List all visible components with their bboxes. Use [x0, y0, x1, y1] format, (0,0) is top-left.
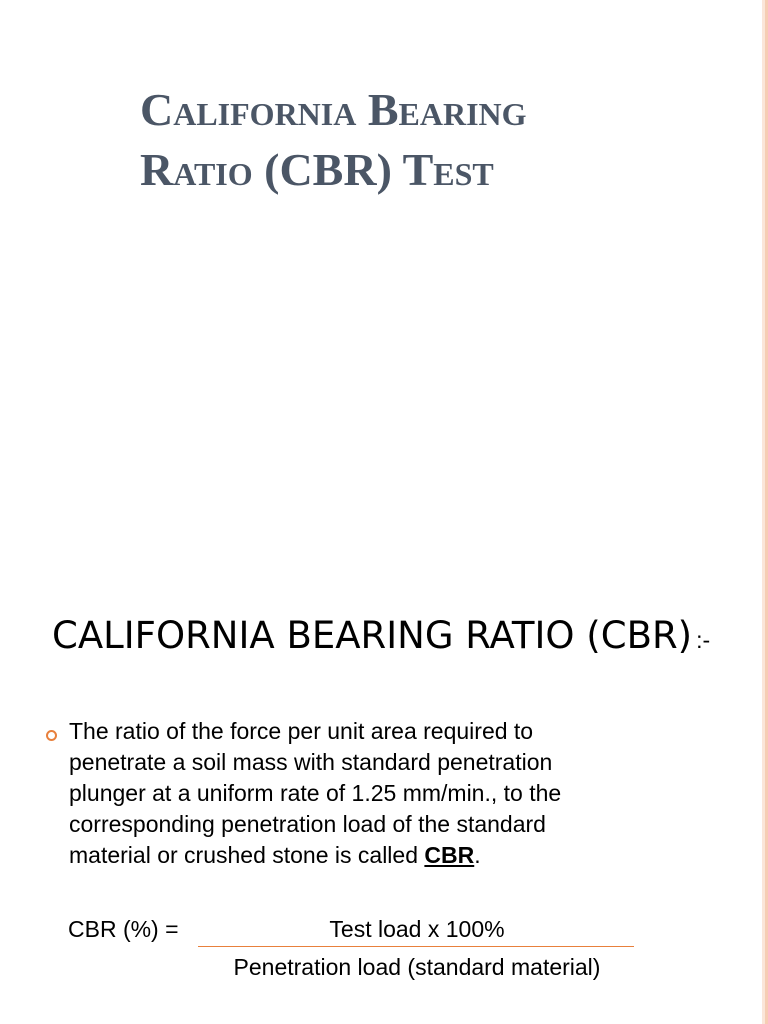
slide-title	[140, 80, 740, 200]
bullet-line: corresponding penetration load of the standard	[69, 811, 546, 837]
bullet-line: penetrate a soil mass with standard penetration	[69, 749, 553, 775]
section-heading-suffix: :-	[696, 627, 711, 653]
bullet-end: .	[474, 842, 481, 868]
section-heading	[52, 614, 752, 657]
slide-title-line-2: Ratio (CBR) Test	[140, 144, 494, 195]
fraction-bar	[198, 946, 634, 947]
formula-numerator: Test load x 100%	[329, 916, 505, 942]
formula-lhs: CBR (%) =	[68, 916, 179, 942]
bullet-emphasis: CBR	[424, 842, 475, 868]
bullet-line-text: material or crushed stone is called	[69, 842, 425, 868]
section-heading-text: CALIFORNIA BEARING RATIO (CBR)	[52, 614, 693, 657]
bullet-line: plunger at a uniform rate of 1.25 mm/min., to the	[69, 780, 562, 806]
bullet-line-last	[69, 840, 669, 871]
decorative-edge-band	[762, 578, 768, 1024]
content-slide	[0, 578, 768, 1024]
decorative-edge-band	[762, 0, 768, 578]
definition-bullet	[69, 716, 669, 871]
formula-denominator: Penetration load (standard material)	[233, 954, 601, 980]
slide-title-line-1: California Bearing	[140, 84, 527, 135]
bullet-circle-icon	[46, 730, 57, 741]
bullet-line: The ratio of the force per unit area required to	[69, 718, 534, 744]
